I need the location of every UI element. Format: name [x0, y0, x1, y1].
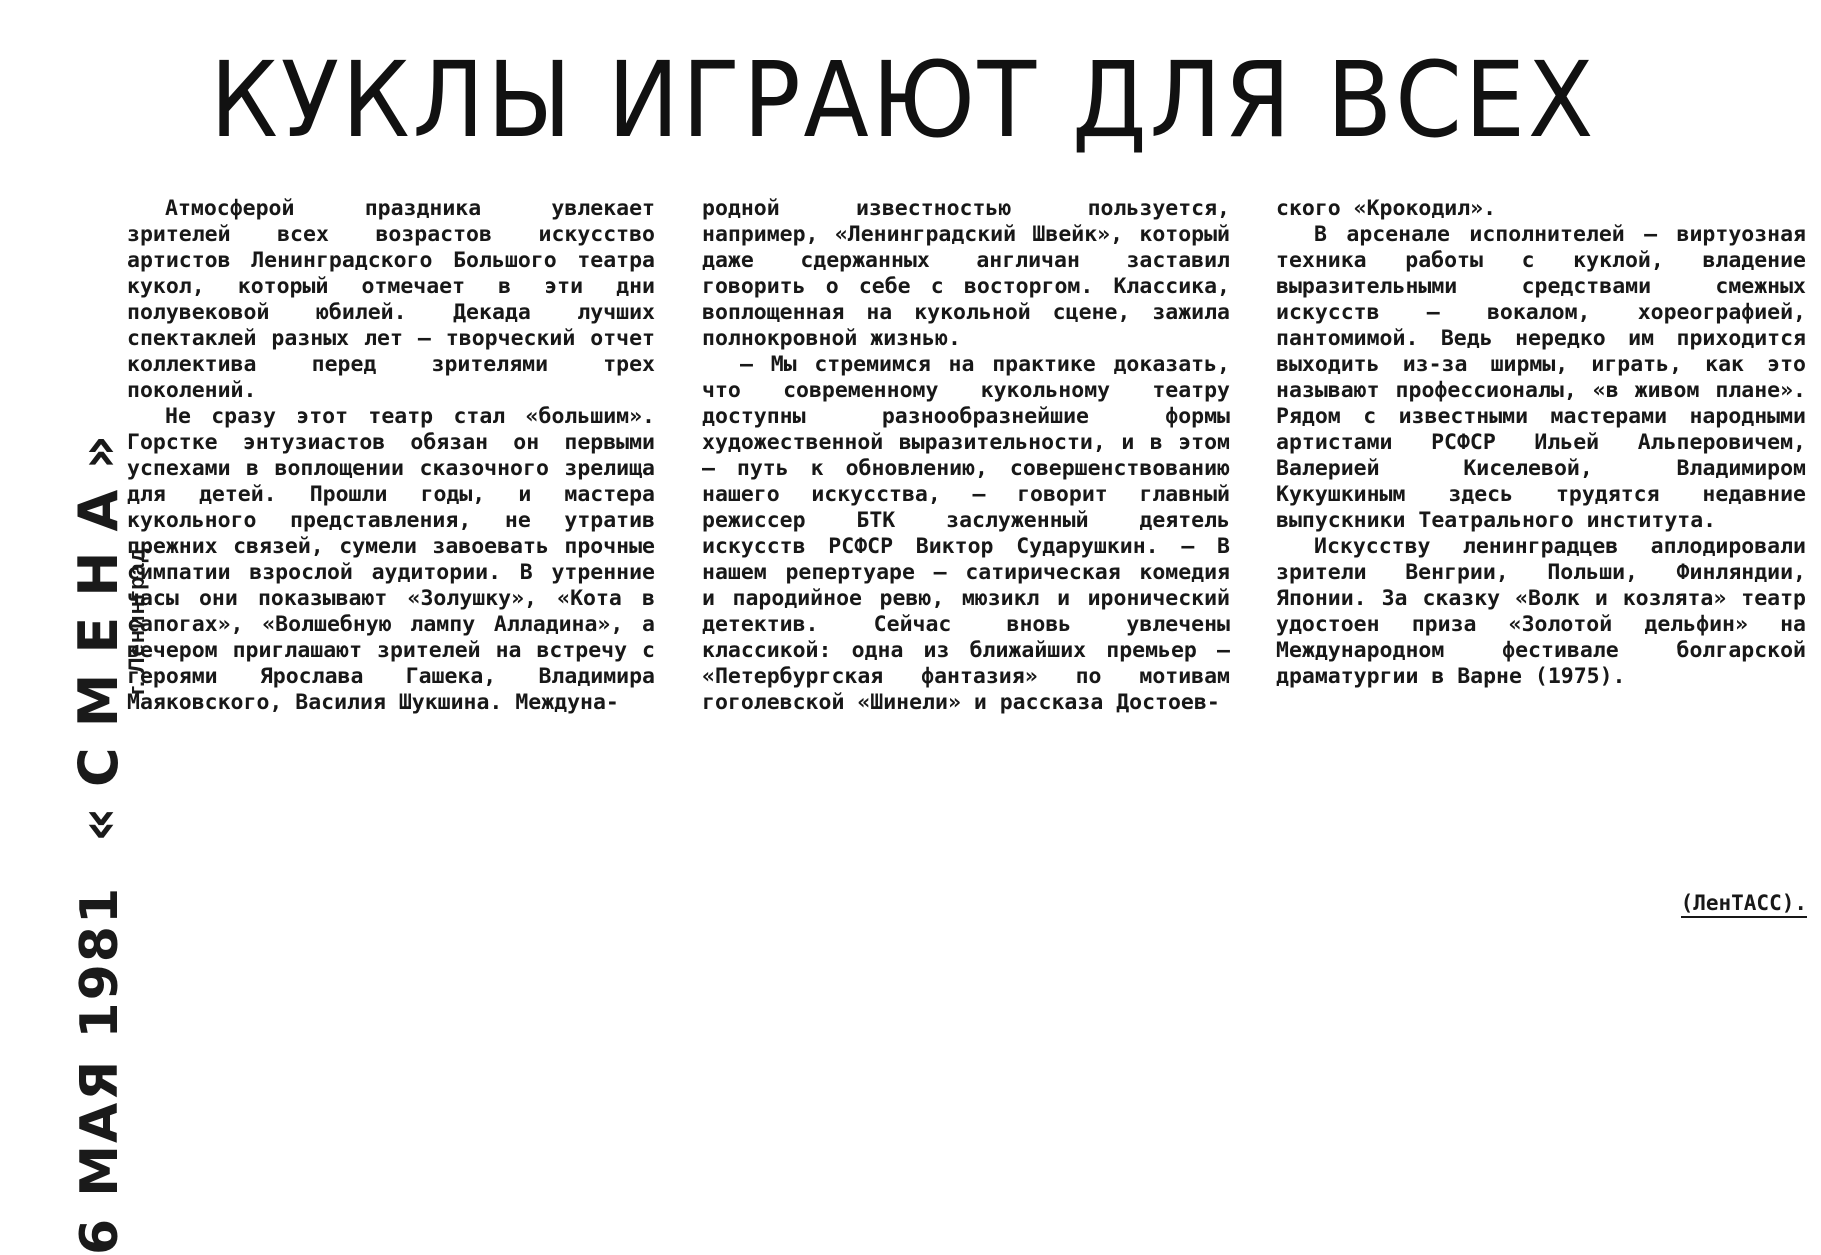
- publication-city: г. Ленинград: [124, 547, 149, 695]
- article-column: [702, 196, 1230, 716]
- article-paragraph: Искусству ленинградцев аплодировали зрители Венгрии, Польши, Финляндии, Японии. За сказку «Волк и козлята» театр удостоен приза «Золотой дельфин» на Международном фестивале болгарской драматургии в Варне (1975).: [1276, 534, 1806, 689]
- article-paragraph: — Мы стремимся на практике доказать, что современному кукольному театру доступны разнообразнейшие формы художественной выразительности, и в этом — путь к обновлению, совершенствованию нашего искусства, — говорит главный режиссер БТК заслуженный деятель искусств РСФСР Виктор Сударушкин. — В нашем репертуаре — сатирическая комедия и пародийное ревю, мюзикл и иронический детектив. Сейчас вновь увлечены классикой: одна из ближайших премьер — «Петербургская фантазия» по мотивам гоголевской «Шинели» и рассказа Достоев-: [702, 352, 1230, 715]
- side-date-and-paper: [67, 414, 130, 1255]
- article-headline: КУКЛЫ ИГРАЮТ ДЛЯ ВСЕХ: [210, 39, 1597, 161]
- article-byline: (ЛенТАСС).: [1681, 891, 1807, 918]
- article-body: [127, 196, 1807, 1016]
- side-annotation: [30, 150, 149, 1255]
- publication-date: 6 МАЯ 1981: [70, 885, 130, 1255]
- article-paragraph: В арсенале исполнителей — виртуозная техника работы с куклой, владение выразительными средствами смежных искусств — вокалом, хореографией, пантомимой. Ведь нередко им приходится выходить из-за ширмы, играть, как это называют профессионалы, «в живом плане». Рядом с известными мастерами народными артистами РСФСР Ильей Альперовичем, Валерией Киселевой, Владимиром Кукушкиным здесь трудятся недавние выпускники Театрального института.: [1276, 222, 1806, 533]
- article-paragraph: Атмосферой праздника увлекает зрителей всех возрастов искусство артистов Ленинградского Большого театра кукол, который отмечает в эти дни полувековой юбилей. Декада лучших спектаклей разных лет — творческий отчет коллектива перед зрителями трех поколений.: [127, 196, 655, 403]
- newspaper-name: «СМЕНА»: [67, 414, 130, 842]
- article-column: [1276, 196, 1806, 690]
- article-column: [127, 196, 655, 716]
- article-paragraph: ского «Крокодил».: [1276, 196, 1497, 221]
- article-paragraph: Не сразу этот театр стал «большим». Горстке энтузиастов обязан он первыми успехами в воплощении сказочного зрелища для детей. Прошли годы, и мастера кукольного представления, не утратив прежних связей, сумели завоевать прочные симпатии взрослой аудитории. В утренние часы они показывают «Золушку», «Кота в сапогах», «Волшебную лампу Алладина», а вечером приглашают зрителей на встречу с героями Ярослава Гашека, Владимира Маяковского, Василия Шукшина. Междуна-: [127, 404, 655, 715]
- article-paragraph: родной известностью пользуется, например, «Ленинградский Швейк», который даже сдержанных англичан заставил говорить о себе с восторгом. Классика, воплощенная на кукольной сцене, зажила полнокровной жизнью.: [702, 196, 1230, 351]
